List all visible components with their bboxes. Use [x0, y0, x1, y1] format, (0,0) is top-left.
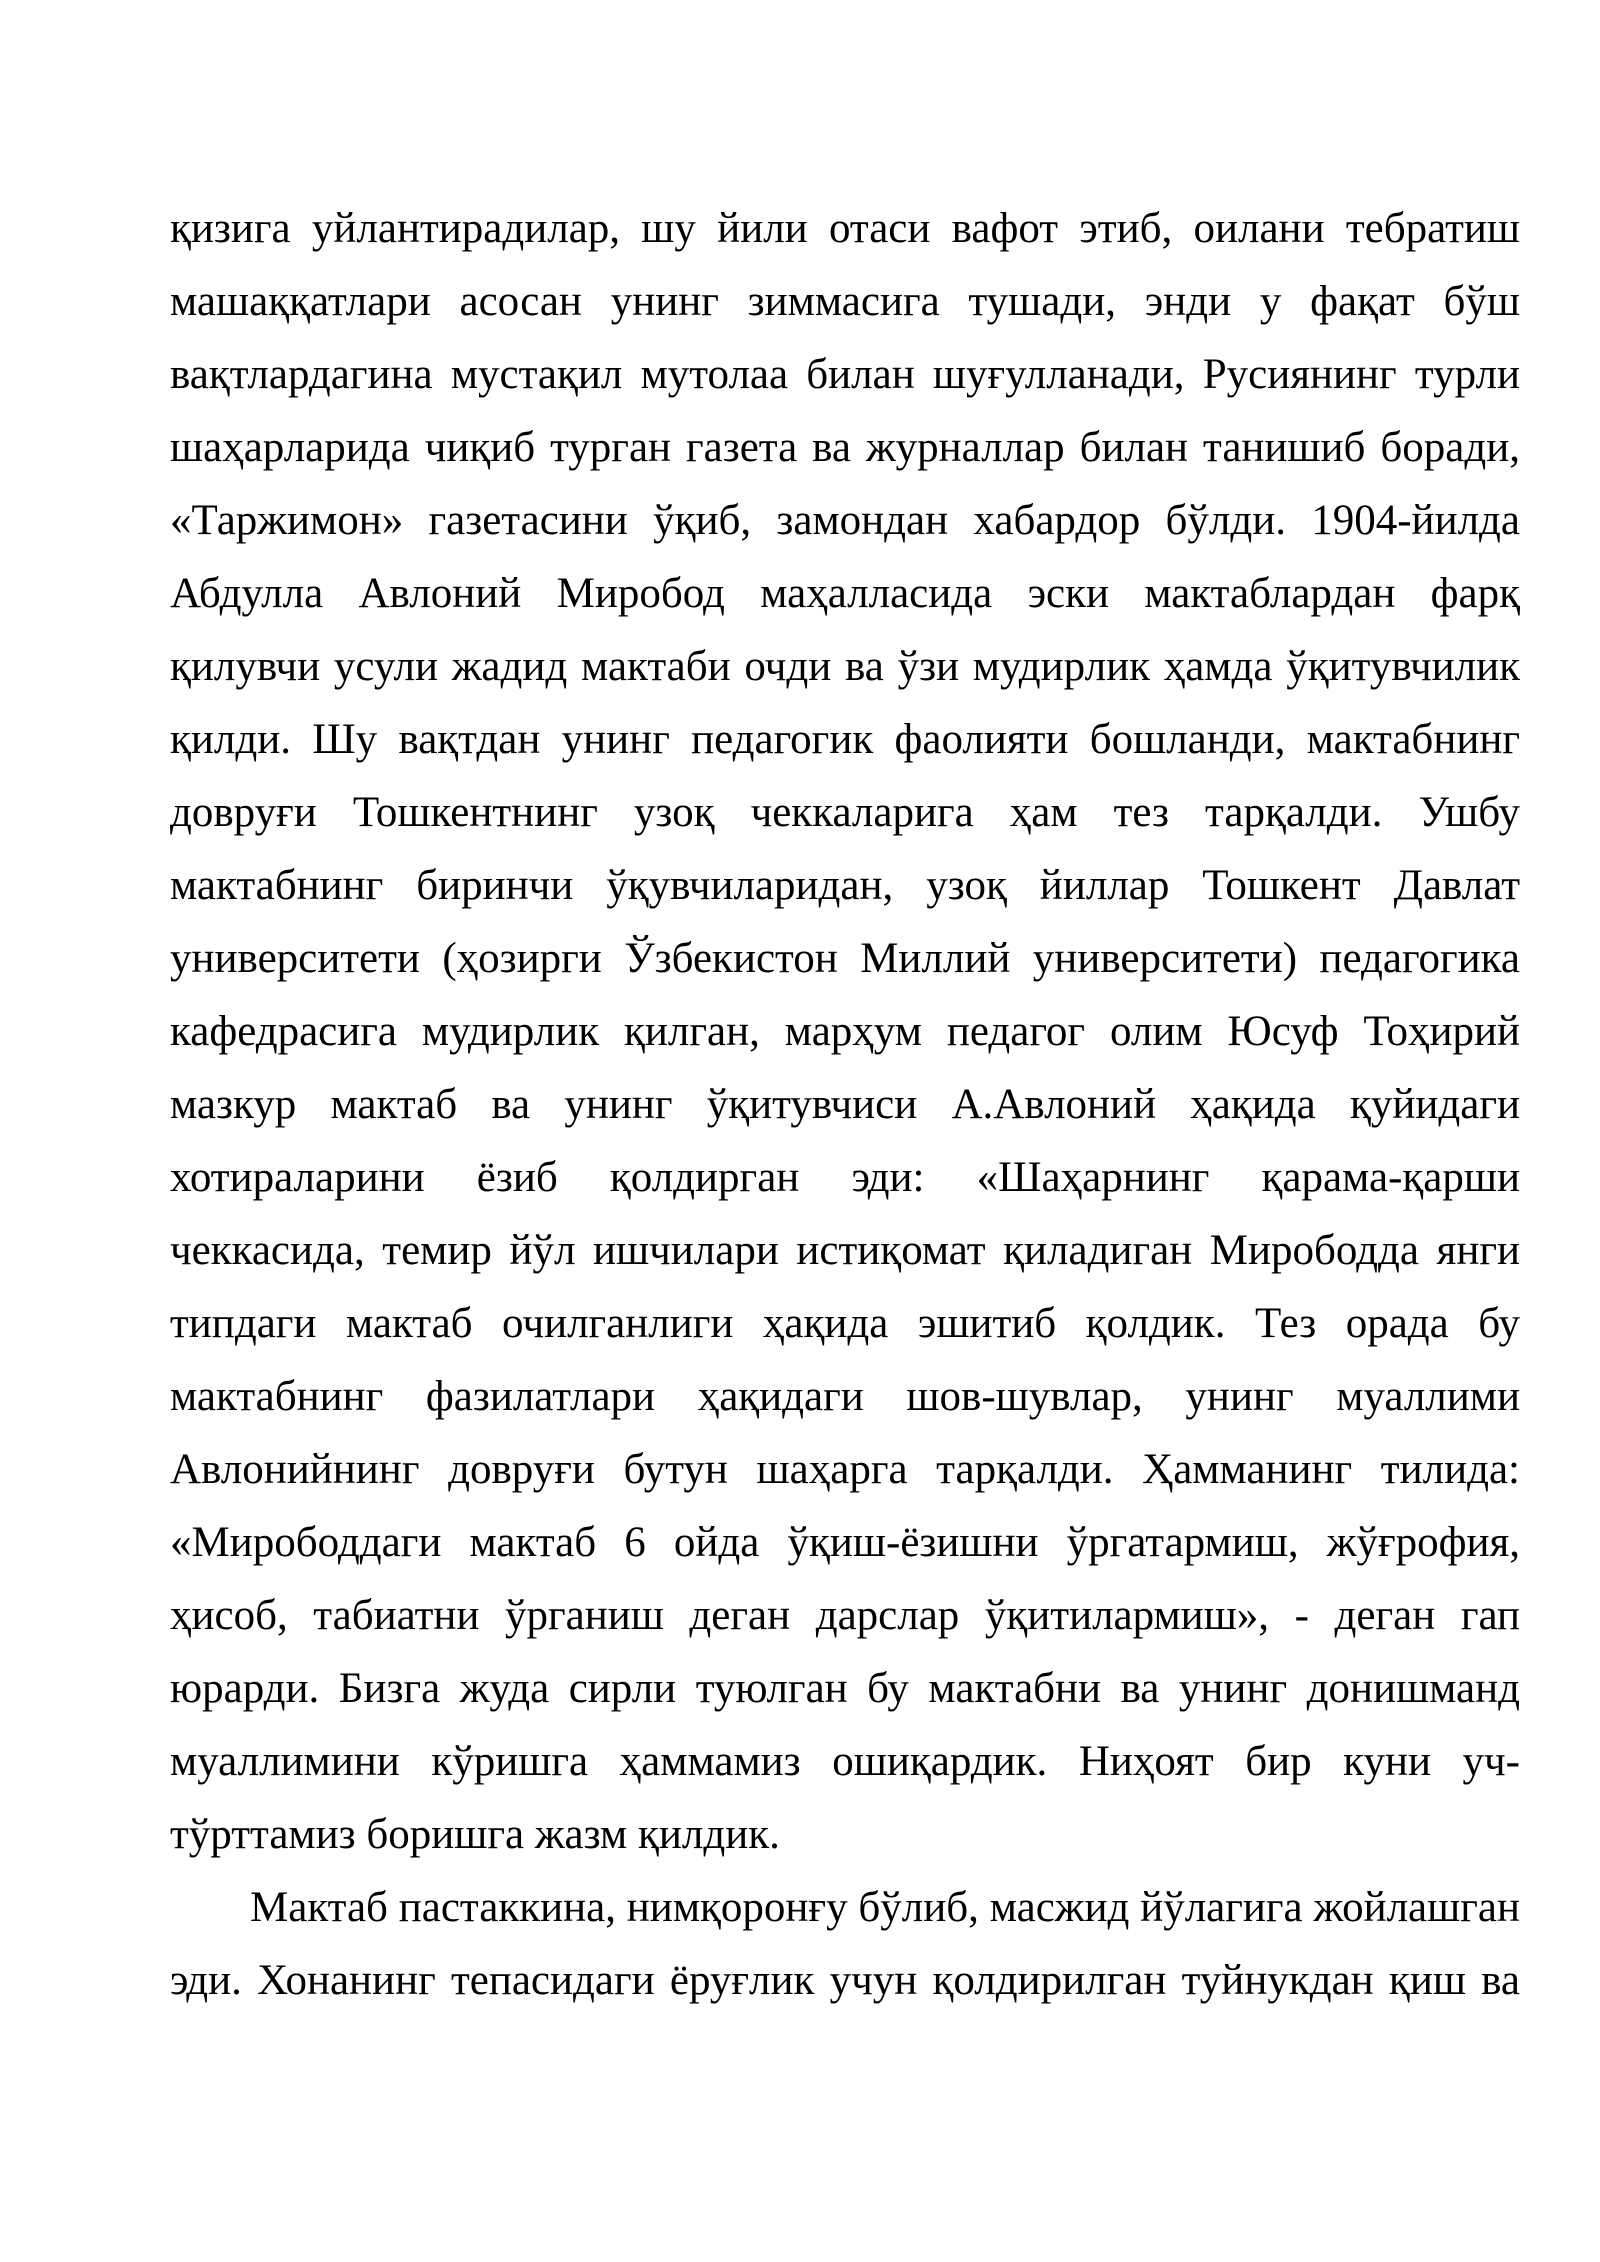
text-line: типдаги мактаб очилганлиги ҳақида эшитиб қолдик. Тез орада бу	[170, 1300, 1520, 1347]
text-line: Авлонийнинг довруғи бутун шаҳарга тарқалди. Ҳамманинг тилида:	[170, 1446, 1520, 1493]
text-line: Мактаб пастаккина, нимқоронғу бўлиб, масжид йўлагига жойлашган	[250, 1884, 1520, 1931]
text-line: ҳисоб, табиатни ўрганиш деган дарслар ўқитилармиш», - деган гап	[170, 1592, 1520, 1639]
text-line: кафедрасига мудирлик қилган, марҳум педагог олим Юсуф Тоҳирий	[170, 1008, 1520, 1055]
text-line: қилди. Шу вақтдан унинг педагогик фаолияти бошланди, мактабнинг	[170, 716, 1520, 763]
text-line: эди. Хонанинг тепасидаги ёруғлик учун қолдирилган туйнукдан қиш ва	[170, 1957, 1520, 2004]
text-line: довруғи Тошкентнинг узоқ чеккаларига ҳам тез тарқалди. Ушбу	[170, 789, 1520, 836]
text-line: Абдулла Авлоний Миробод маҳалласида эски мактаблардан фарқ	[170, 570, 1520, 617]
text-line: мактабнинг биринчи ўқувчиларидан, узоқ йиллар Тошкент Давлат	[170, 862, 1520, 909]
paragraph-1	[170, 192, 1520, 1871]
text-line: мазкур мактаб ва унинг ўқитувчиси А.Авлоний ҳақида қуйидаги	[170, 1081, 1520, 1128]
text-line: тўрттамиз боришга жазм қилдик.	[170, 1811, 780, 1858]
text-line: вақтлардагина мустақил мутолаа билан шуғулланади, Русиянинг турли	[170, 351, 1520, 398]
text-line: шаҳарларида чиқиб турган газета ва журналлар билан танишиб боради,	[170, 424, 1520, 471]
text-line: хотираларини ёзиб қолдирган эди: «Шаҳарнинг қарама-қарши	[170, 1154, 1520, 1201]
body-text	[170, 192, 1520, 2017]
paragraph-2	[170, 1871, 1520, 2017]
text-line: юрарди. Бизга жуда сирли туюлган бу мактабни ва унинг донишманд	[170, 1665, 1520, 1712]
text-line: мактабнинг фазилатлари ҳақидаги шов-шувлар, унинг муаллими	[170, 1373, 1520, 1420]
text-line: «Таржимон» газетасини ўқиб, замондан хабардор бўлди. 1904-йилда	[170, 497, 1520, 544]
text-line: муаллимини кўришга ҳаммамиз ошиқардик. Ниҳоят бир куни уч-	[170, 1738, 1520, 1785]
text-line: машаққатлари асосан унинг зиммасига тушади, энди у фақат бўш	[170, 278, 1520, 325]
text-line: чеккасида, темир йўл ишчилари истиқомат қиладиган Мирободда янги	[170, 1227, 1520, 1274]
text-line: «Мирободдаги мактаб 6 ойда ўқиш-ёзишни ўргатармиш, жўғрофия,	[170, 1519, 1520, 1566]
text-line: қизига уйлантирадилар, шу йили отаси вафот этиб, оилани тебратиш	[170, 205, 1520, 252]
text-line: қилувчи усули жадид мактаби очди ва ўзи мудирлик ҳамда ўқитувчилик	[170, 643, 1520, 690]
text-line: университети (ҳозирги Ўзбекистон Миллий университети) педагогика	[170, 935, 1520, 982]
